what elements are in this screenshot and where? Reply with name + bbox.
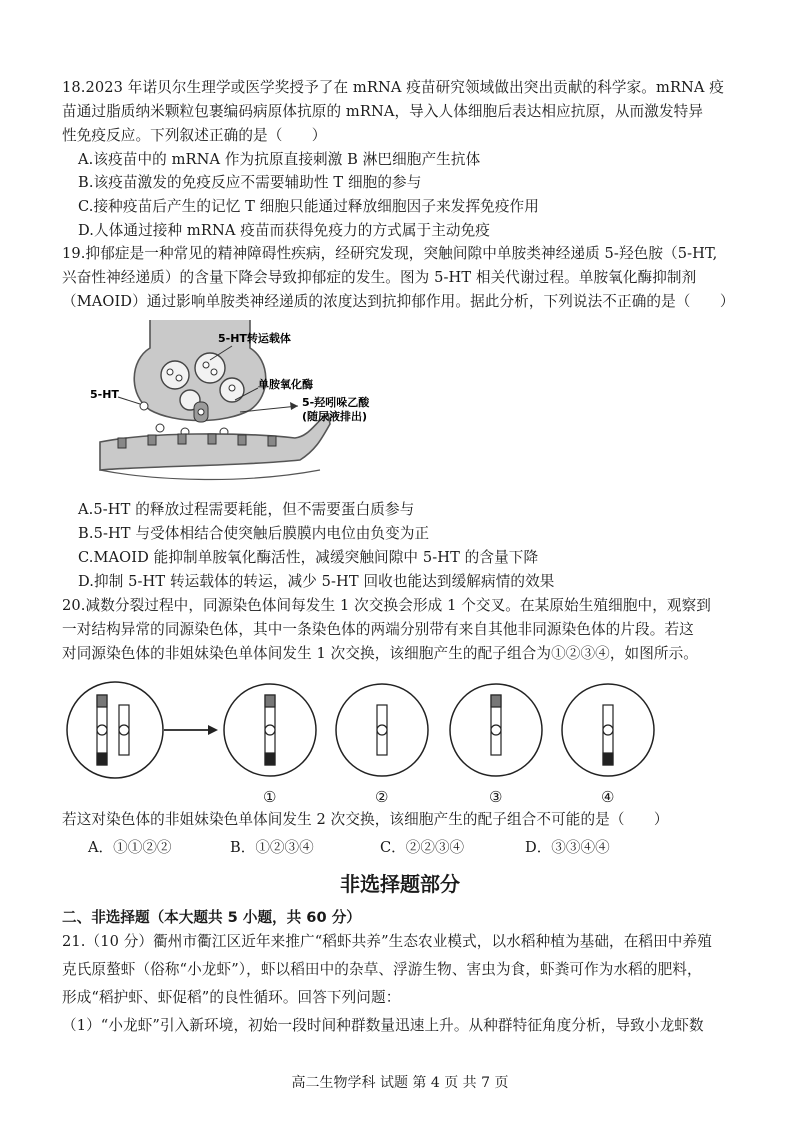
- label-product: 5-羟吲哚乙酸: [302, 396, 370, 409]
- q19-option-a: A.5-HT 的释放过程需要耗能，但不需要蛋白质参与: [78, 501, 415, 518]
- q19-line-3: （MAOID）通过影响单胺类神经递质的浓度达到抗抑郁作用。据此分析，下列说法不正确的是（ ）: [62, 293, 735, 310]
- q20-option-d: D．③③④④: [525, 839, 610, 856]
- q19-option-c: C.MAOID 能抑制单胺氧化酶活性，减缓突触间隙中 5-HT 的含量下降: [78, 549, 539, 566]
- q18-line-3: 性免疫反应。下列叙述正确的是（ ）: [62, 127, 327, 144]
- q18-option-a: A.该疫苗中的 mRNA 作为抗原直接刺激 B 淋巴细胞产生抗体: [78, 151, 481, 168]
- vesicle: [161, 361, 189, 389]
- parent-cell: [67, 682, 163, 778]
- cell-label-1: ①: [263, 788, 277, 806]
- q20-line-2: 一对结构异常的同源染色体，其中一条染色体的两端分别带有来自其他非同源染色体的片段。若这: [62, 621, 694, 638]
- label-5ht: 5-HT: [90, 388, 119, 401]
- q18-option-c: C.接种疫苗后产生的记忆 T 细胞只能通过释放细胞因子来发挥免疫作用: [78, 198, 539, 215]
- 5ht-molecule: [156, 424, 164, 432]
- label-5ht-carrier: 5-HT转运载体: [218, 332, 291, 345]
- 5ht-molecule: [140, 402, 148, 410]
- q19-option-d: D.抑制 5-HT 转运载体的转运，减少 5-HT 回收也能达到缓解病情的效果: [78, 573, 555, 590]
- cell-label-4: ④: [601, 788, 615, 806]
- q20-line-1: 20.减数分裂过程中，同源染色体间每发生 1 次交换会形成 1 个交叉。在某原始生殖细胞中，观察到: [62, 597, 711, 614]
- q18-line-2: 苗通过脂质纳米颗粒包裹编码病原体抗原的 mRNA，导入人体细胞后表达相应抗原，从而激发特异: [62, 103, 704, 120]
- synapse-diagram: [90, 320, 410, 490]
- label-excrete: (随尿液排出): [302, 410, 368, 423]
- q21-line-3: 形成“稻护虾、虾促稻”的良性循环。回答下列问题：: [62, 989, 401, 1006]
- cell-label-3: ③: [489, 788, 503, 806]
- q21-line-1: 21.（10 分）衢州市衢江区近年来推广“稻虾共养”生态农业模式，以水稻种植为基础，在稻田中养殖: [62, 933, 712, 950]
- q19-line-2: 兴奋性神经递质）的含量下降会导致抑郁症的发生。图为 5-HT 相关代谢过程。单胺氧化酶抑制剂: [62, 269, 697, 286]
- cell-label-2: ②: [375, 788, 389, 806]
- chromosome-cells-diagram: [60, 680, 740, 780]
- q20-option-c: C．②②③④: [380, 839, 465, 856]
- label-mao: 单胺氧化酶: [258, 378, 313, 391]
- q18-option-b: B.该疫苗激发的免疫反应不需要辅助性 T 细胞的参与: [78, 174, 422, 191]
- q19-option-b: B.5-HT 与受体相结合使突触后膜膜内电位由负变为正: [78, 525, 430, 542]
- q21-line-4: （1）“小龙虾”引入新环境，初始一段时间种群数量迅速上升。从种群特征角度分析，导致小龙虾数: [62, 1017, 704, 1034]
- q19-line-1: 19.抑郁症是一种常见的精神障碍性疾病，经研究发现，突触间隙中单胺类神经递质 5-羟色胺（5-HT,: [62, 245, 718, 262]
- q20-question: 若这对染色体的非姐妹染色单体间发生 2 次交换，该细胞产生的配子组合不可能的是（ ）: [62, 811, 669, 828]
- q21-line-2: 克氏原螯虾（俗称“小龙虾”），虾以稻田中的杂草、浮游生物、害虫为食，虾粪可作为水稻的肥料，: [62, 961, 702, 978]
- vesicle: [195, 353, 225, 383]
- q20-line-3: 对同源染色体的非姐妹染色单体间发生 1 次交换，该细胞产生的配子组合为①②③④，如图所示。: [62, 645, 699, 662]
- q18-line-1: 18.2023 年诺贝尔生理学或医学奖授予了在 mRNA 疫苗研究领域做出突出贡献的科学家。mRNA 疫: [62, 79, 724, 96]
- q20-option-b: B．①②③④: [230, 839, 314, 856]
- page-footer: 高二生物学科 试题 第 4 页 共 7 页: [291, 1075, 509, 1091]
- section-heading: 非选择题部分: [340, 872, 460, 896]
- q18-option-d: D.人体通过接种 mRNA 疫苗而获得免疫力的方式属于主动免疫: [78, 222, 490, 239]
- section-title: 二、非选择题（本大题共 5 小题，共 60 分）: [62, 909, 361, 926]
- q20-option-a: A．①①②②: [88, 839, 172, 856]
